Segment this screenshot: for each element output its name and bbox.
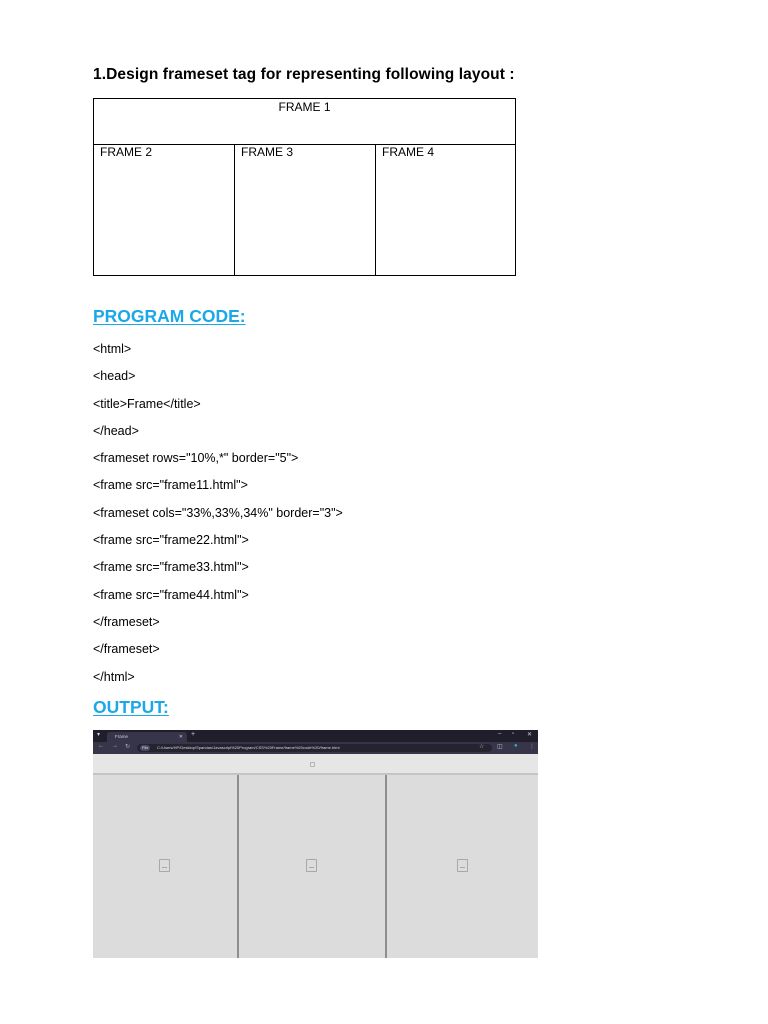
minimize-icon[interactable]: –	[498, 731, 502, 737]
code-line: <frame src="frame44.html">	[93, 587, 249, 602]
layout-frame-1: FRAME 1	[94, 99, 515, 145]
code-line: <frameset cols="33%,33%,34%" border="3">	[93, 505, 343, 520]
question-title: 1.Design frameset tag for representing following layout :	[93, 66, 515, 83]
code-line: <title>Frame</title>	[93, 396, 201, 411]
url-text: C:/Users/HP/Desktop/Spandan/Javascript%20Program/CSS%20Frame/frame%20code%20/frame.html	[157, 745, 340, 750]
broken-image-icon	[310, 762, 315, 767]
url-input[interactable]	[137, 744, 492, 752]
layout-frame-2: FRAME 2	[94, 144, 235, 275]
star-icon[interactable]: ☆	[479, 744, 485, 750]
forward-icon[interactable]: →	[112, 743, 118, 749]
reload-icon[interactable]: ↻	[125, 744, 131, 750]
plus-icon[interactable]: +	[191, 731, 196, 738]
output-frame-3	[239, 775, 387, 958]
layout-frame-3: FRAME 3	[235, 144, 376, 275]
broken-image-icon	[159, 859, 170, 872]
file-chip: File	[142, 745, 149, 750]
code-line: </frameset>	[93, 614, 160, 629]
output-frame-1	[93, 754, 538, 775]
code-line: <frame src="frame11.html">	[93, 478, 248, 493]
code-line: </html>	[93, 669, 135, 684]
window-close-icon[interactable]: ✕	[527, 732, 533, 738]
code-line: <frame src="frame33.html">	[93, 560, 249, 575]
layout-diagram-table	[93, 98, 516, 276]
browser-output-screenshot	[93, 730, 538, 958]
broken-image-icon	[306, 859, 317, 872]
code-line: <frame src="frame22.html">	[93, 533, 249, 548]
browser-tab-bar	[93, 730, 538, 742]
output-frame-2	[93, 775, 239, 958]
tab-title: Frame	[115, 734, 129, 739]
broken-image-icon	[457, 859, 468, 872]
code-line: <head>	[93, 369, 136, 384]
code-line: <frameset rows="10%,*" border="5">	[93, 451, 299, 466]
output-frame-4	[387, 775, 538, 958]
maximize-icon[interactable]: ▫	[512, 731, 515, 737]
code-listing	[93, 341, 343, 696]
output-heading: OUTPUT:	[93, 697, 169, 717]
code-line: <html>	[93, 342, 132, 356]
more-icon[interactable]: ⋮	[529, 744, 535, 750]
layout-frame-4: FRAME 4	[382, 145, 435, 159]
close-icon[interactable]: ✕	[178, 734, 183, 740]
browser-address-bar	[93, 742, 538, 754]
program-code-heading: PROGRAM CODE:	[93, 306, 246, 326]
back-icon[interactable]: ←	[98, 743, 104, 749]
code-line: </frameset>	[93, 642, 160, 657]
code-line: </head>	[93, 423, 139, 438]
extension-icon[interactable]: ◫	[497, 744, 503, 750]
tab-menu-icon[interactable]: ▾	[97, 732, 101, 738]
profile-icon[interactable]: ●	[514, 743, 518, 749]
browser-tab[interactable]	[107, 732, 187, 742]
